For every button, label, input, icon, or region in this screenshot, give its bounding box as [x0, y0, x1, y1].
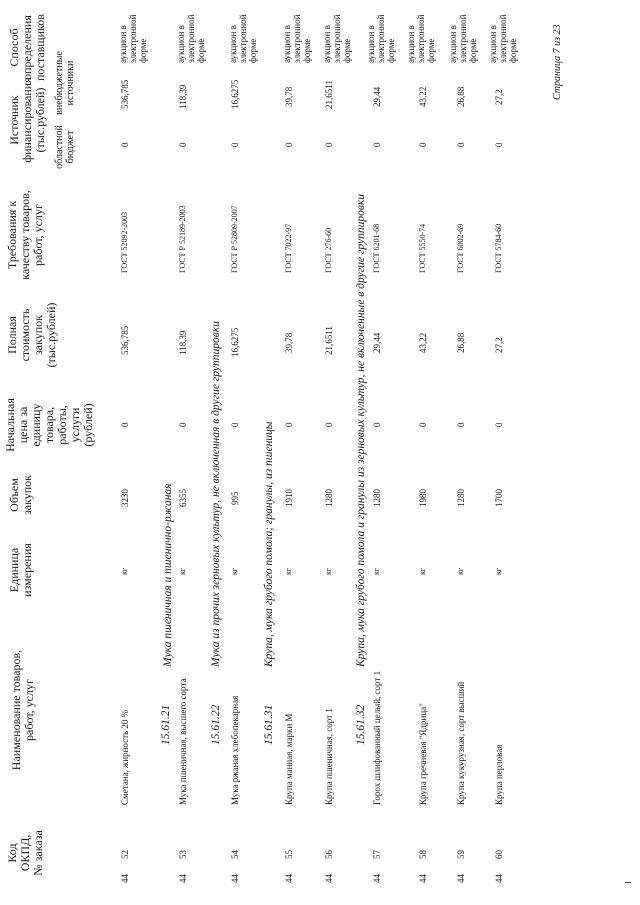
- row-number: 55: [284, 850, 294, 859]
- row-extra: 118,39: [178, 84, 188, 109]
- row-cost: 39,78: [284, 332, 294, 353]
- row-price: 0: [230, 422, 240, 427]
- row-method: аукцион в электронной форме: [488, 14, 518, 63]
- row-okpd: 44: [120, 874, 130, 883]
- row-name: Сметана, жирность 20 %: [120, 709, 130, 805]
- row-volume: 1980: [418, 489, 428, 507]
- row-volume: 3230: [120, 489, 130, 507]
- row-regional: 0: [456, 142, 466, 147]
- row-name: Крупа перловая: [494, 744, 504, 805]
- row-cost: 43,22: [418, 332, 428, 353]
- row-requirement: ГОСТ 276-60: [324, 227, 333, 273]
- row-requirement: ГОСТ 52092-2003: [120, 211, 129, 273]
- row-method: аукцион в электронной форме: [118, 14, 148, 63]
- row-method: аукцион в электронной форме: [406, 14, 436, 63]
- row-number: 57: [372, 850, 382, 859]
- header-okpd: Код ОКПД, № заказа: [5, 830, 45, 876]
- row-price: 0: [324, 422, 334, 427]
- header-unit: Единица измерения: [7, 543, 34, 597]
- scan-mark: [625, 882, 631, 883]
- header-cost: Полная стоимость закупок (тыс.рублей): [5, 302, 58, 368]
- row-number: 58: [418, 850, 428, 859]
- row-method: аукцион в электронной форме: [228, 14, 258, 63]
- row-volume: 6355: [178, 489, 188, 507]
- row-name: Крупа гречневая "Ядрица": [418, 703, 428, 805]
- row-extra: 26,88: [456, 86, 466, 107]
- row-requirement: ГОСТ Р 52809-2007: [230, 205, 239, 273]
- row-cost: 16,6275: [230, 327, 240, 357]
- row-regional: 0: [178, 142, 188, 147]
- row-number: 53: [178, 850, 188, 859]
- row-price: 0: [418, 422, 428, 427]
- row-extra: 536,785: [120, 79, 130, 109]
- header-price: Начальная цена за единицу товара, работы, услуги (рублей): [3, 398, 95, 452]
- page-number: Страница 7 из 23: [552, 24, 563, 100]
- group-title-15-61-31: Крупа, мука грубого помола; гранулы, из пшеницы: [263, 421, 275, 667]
- group-code-15-61-31: 15.61.31: [263, 704, 275, 745]
- row-requirement: ГОСТ 5784-60: [494, 223, 503, 273]
- header-regional-budget: областной бюджет: [54, 125, 76, 169]
- row-okpd: 44: [372, 874, 382, 883]
- row-unit: кг: [120, 567, 129, 575]
- group-code-15-61-32: 15.61.32: [355, 704, 367, 745]
- row-price: 0: [494, 422, 504, 427]
- header-funding-source: Источник финансирования (тыс.рублей): [7, 77, 47, 163]
- row-method: аукцион в электронной форме: [282, 14, 312, 63]
- row-unit: кг: [230, 567, 239, 575]
- row-method: аукцион в электронной форме: [448, 14, 478, 63]
- row-method: аукцион в электронной форме: [176, 14, 206, 63]
- row-name: Мука пшеничная, высшего сорта: [178, 678, 188, 805]
- row-number: 60: [494, 850, 504, 859]
- row-name: Горох шлифованный целый, сорт 1: [372, 670, 382, 805]
- row-number: 52: [120, 850, 130, 859]
- row-volume: 1280: [324, 489, 334, 507]
- row-extra: 27,2: [494, 89, 504, 105]
- row-extra: 21,6511: [324, 80, 334, 109]
- group-title-15-61-21: Мука пшеничная и пшенично-ржаная: [162, 483, 174, 667]
- row-requirement: ГОСТ 7022-97: [284, 223, 293, 273]
- row-regional: 0: [324, 142, 334, 147]
- row-volume: 1280: [456, 489, 466, 507]
- row-unit: кг: [178, 567, 187, 575]
- row-name: Крупа манная, марки М: [284, 713, 294, 805]
- row-cost: 29,44: [372, 332, 382, 353]
- row-regional: 0: [418, 142, 428, 147]
- row-cost: 536,785: [120, 325, 130, 355]
- row-extra: 39,78: [284, 86, 294, 107]
- row-okpd: 44: [456, 874, 466, 883]
- header-supplier-method: Способ определения поставщиков: [7, 14, 47, 81]
- row-okpd: 44: [494, 874, 504, 883]
- group-title-15-61-32: Крупа, мука грубого помола и гранулы из зерновых культур, не включенные в другие группировки: [355, 194, 367, 667]
- row-okpd: 44: [284, 874, 294, 883]
- row-price: 0: [120, 422, 130, 427]
- row-extra: 16,6275: [230, 79, 240, 109]
- row-okpd: 44: [230, 874, 240, 883]
- row-volume: 1700: [494, 489, 504, 507]
- row-requirement: ГОСТ 6201-68: [372, 223, 381, 273]
- group-code-15-61-21: 15.61.21: [160, 704, 172, 745]
- row-number: 56: [324, 850, 334, 859]
- row-unit: кг: [494, 567, 503, 575]
- row-price: 0: [284, 422, 294, 427]
- row-okpd: 44: [324, 874, 334, 883]
- row-requirement: ГОСТ 5550-74: [418, 223, 427, 273]
- row-volume: 1910: [284, 489, 294, 507]
- row-unit: кг: [372, 567, 381, 575]
- row-requirement: ГОСТ 6002-69: [456, 223, 465, 273]
- row-unit: кг: [456, 567, 465, 575]
- header-volume: Объем закупок: [7, 475, 34, 515]
- row-cost: 27,2: [494, 337, 504, 353]
- row-number: 54: [230, 850, 240, 859]
- row-volume: 995: [230, 491, 240, 505]
- row-name: Мука ржаная хлебопекарная: [230, 695, 240, 805]
- row-regional: 0: [494, 142, 504, 147]
- header-name: Наименование товаров, работ, услуг: [9, 649, 36, 771]
- group-code-15-61-22: 15.61.22: [210, 704, 222, 745]
- row-regional: 0: [372, 142, 382, 147]
- row-regional: 0: [284, 142, 294, 147]
- row-regional: 0: [120, 142, 130, 147]
- row-method: аукцион в электронной форме: [322, 14, 352, 63]
- row-requirement: ГОСТ Р 52189-2003: [178, 205, 187, 273]
- row-unit: кг: [324, 567, 333, 575]
- row-okpd: 44: [178, 874, 188, 883]
- header-extra-budget: внебюджетные источники: [54, 51, 76, 115]
- row-extra: 29,44: [372, 86, 382, 107]
- row-extra: 43,22: [418, 86, 428, 107]
- row-method: аукцион в электронной форме: [366, 14, 396, 63]
- group-title-15-61-22: Мука из прочих зерновых культур, не включенная в другие группировки: [210, 321, 222, 667]
- row-okpd: 44: [418, 874, 428, 883]
- row-regional: 0: [230, 142, 240, 147]
- row-price: 0: [178, 422, 188, 427]
- row-name: Крупа кукурузная, сорт высший: [456, 681, 466, 805]
- row-number: 59: [456, 850, 466, 859]
- row-unit: кг: [418, 567, 427, 575]
- row-cost: 21,6511: [324, 326, 334, 355]
- row-name: Крупа пшеничная, сорт 1: [324, 708, 334, 805]
- row-volume: 1280: [372, 489, 382, 507]
- row-price: 0: [372, 422, 382, 427]
- row-cost: 118,39: [178, 330, 188, 355]
- row-cost: 26,88: [456, 332, 466, 353]
- header-requirements: Требования к качеству товаров, работ, услуг: [5, 190, 45, 280]
- row-price: 0: [456, 422, 466, 427]
- row-unit: кг: [284, 567, 293, 575]
